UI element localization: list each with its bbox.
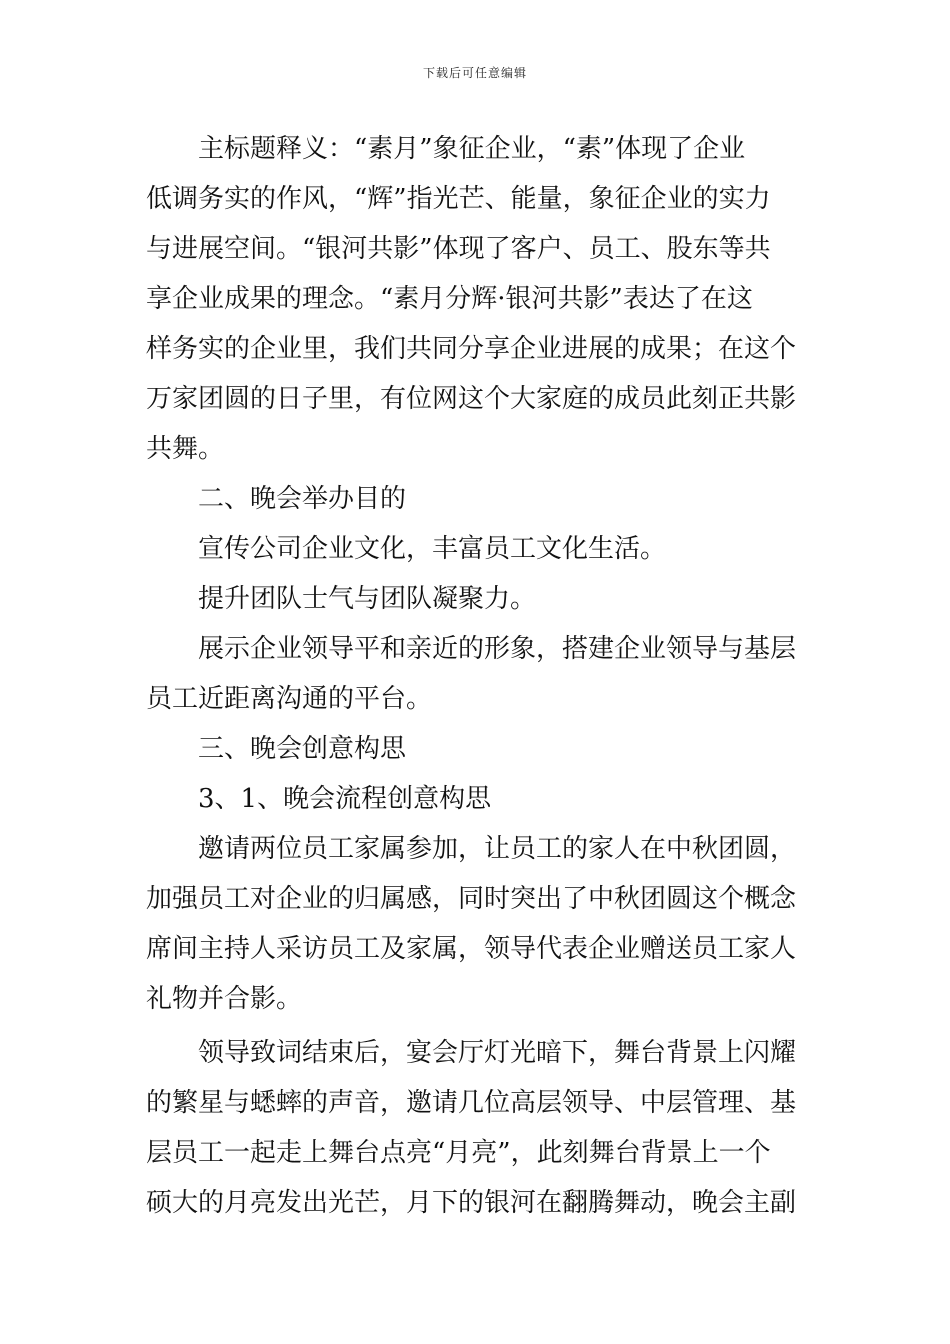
text-line: 共舞。 — [146, 434, 225, 464]
text-line: 的繁星与蟋蟀的声音，邀请几位高层领导、中层管理、基 — [146, 1088, 797, 1118]
text-line: 低调务实的作风，“辉”指光芒、能量，象征企业的实力 — [146, 184, 771, 214]
text-line: 样务实的企业里，我们共同分享企业进展的成果；在这个 — [146, 334, 797, 364]
paragraph-purpose-2 — [146, 574, 816, 624]
text-line: 席间主持人采访员工及家属，领导代表企业赠送员工家人 — [146, 934, 797, 964]
text-line: 领导致词结束后，宴会厅灯光暗下，舞台背景上闪耀 — [198, 1038, 797, 1068]
text-line: 与进展空间。“银河共影”体现了客户、员工、股东等共 — [146, 234, 771, 264]
page-header: 下载后可任意编辑 — [422, 66, 527, 80]
text-line: 宣传公司企业文化，丰富员工文化生活。 — [198, 534, 667, 564]
text-line: 层员工一起走上舞台点亮“月亮”，此刻舞台背景上一个 — [146, 1138, 771, 1168]
paragraph-family-invite — [146, 824, 816, 1024]
section-heading-purpose — [146, 474, 816, 524]
paragraph-title-meaning — [146, 124, 816, 474]
text-line: 展示企业领导平和亲近的形象，搭建企业领导与基层 — [198, 634, 797, 664]
text-line: 邀请两位员工家属参加，让员工的家人在中秋团圆， — [198, 834, 797, 864]
text-line: 三、晚会创意构思 — [198, 734, 407, 764]
text-line: 享企业成果的理念。“素月分辉·银河共影”表达了在这 — [146, 284, 753, 314]
text-line: 3、1、晚会流程创意构思 — [198, 784, 492, 814]
section-heading-concept — [146, 724, 816, 774]
text-line: 加强员工对企业的归属感，同时突出了中秋团圆这个概念 — [146, 884, 797, 914]
text-line: 二、晚会举办目的 — [198, 484, 407, 514]
paragraph-purpose-3 — [146, 624, 816, 724]
paragraph-moon-lighting — [146, 1028, 816, 1228]
text-line: 硕大的月亮发出光芒，月下的银河在翻腾舞动，晚会主副 — [146, 1188, 797, 1218]
subsection-heading-flow — [146, 774, 816, 824]
text-line: 主标题释义：“素月”象征企业，“素”体现了企业 — [198, 134, 746, 164]
text-line: 礼物并合影。 — [146, 984, 303, 1014]
document-body — [146, 124, 816, 1228]
text-line: 提升团队士气与团队凝聚力。 — [198, 584, 537, 614]
text-line: 万家团圆的日子里，有位网这个大家庭的成员此刻正共影 — [146, 384, 797, 414]
text-line: 员工近距离沟通的平台。 — [146, 684, 433, 714]
paragraph-purpose-1 — [146, 524, 816, 574]
